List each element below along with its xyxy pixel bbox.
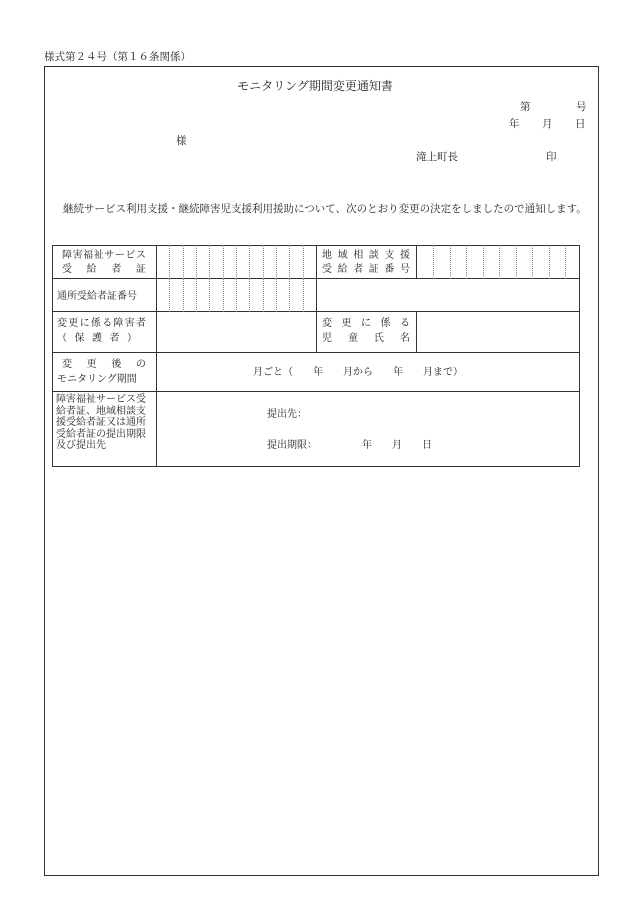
issuer-seal: 印: [546, 151, 557, 163]
form-number: 様式第２４号（第１６条関係）: [44, 51, 191, 63]
row5-label-line: 受給者証の提出期限: [56, 428, 146, 440]
row5-label-line: 給者証、地域相談支: [56, 405, 146, 417]
row2-label: 通所受給者証番号: [57, 291, 137, 302]
row3-right-label-line2: 児童氏名: [322, 333, 410, 344]
doc-number-dai: 第: [520, 101, 531, 113]
row5-label-line: 障害福祉サービス受: [56, 394, 146, 405]
submission-destination-label: 提出先：: [267, 409, 307, 420]
row5-label-line: 援受給者証又は通所: [56, 417, 146, 428]
row4-label-line2: モニタリング期間: [57, 374, 137, 385]
date-day: 日: [575, 118, 586, 130]
row1-right-label-line1: 地域相談支援: [322, 250, 410, 261]
row5-label-line: 及び提出先: [56, 440, 106, 451]
row4-label-line1: 変更後の: [62, 359, 146, 370]
row1-right-label-line2: 受給者証番号: [322, 264, 410, 275]
row5-label: [56, 394, 146, 452]
submission-deadline-date: 年 月 日: [362, 440, 432, 451]
recipient-suffix: 様: [176, 135, 187, 147]
document-title: モニタリング期間変更通知書: [237, 79, 393, 93]
issuer-title: 滝上町長: [416, 151, 458, 163]
date-month: 月: [542, 118, 553, 130]
row3-label-line1: 変更に係る障害者: [57, 318, 146, 329]
row3-label-line2: （保護者）: [57, 333, 137, 344]
row3-right-label-line1: 変更に係る: [322, 318, 410, 329]
doc-number-go: 号: [576, 101, 587, 113]
intro-text: 継続サービス利用支援・継続障害児支援利用援助について、次のとおり変更の決定をしましたので通知します。: [63, 203, 587, 215]
row4-period: 月ごと（ 年 月から 年 月まで）: [253, 367, 463, 378]
date-year: 年: [509, 118, 520, 130]
document-frame: [44, 66, 599, 876]
row1-label-line2: 受 給 者 証: [62, 264, 146, 275]
row1-label-line1: 障害福祉サービス: [62, 250, 146, 261]
submission-deadline-label: 提出期限：: [267, 440, 317, 451]
